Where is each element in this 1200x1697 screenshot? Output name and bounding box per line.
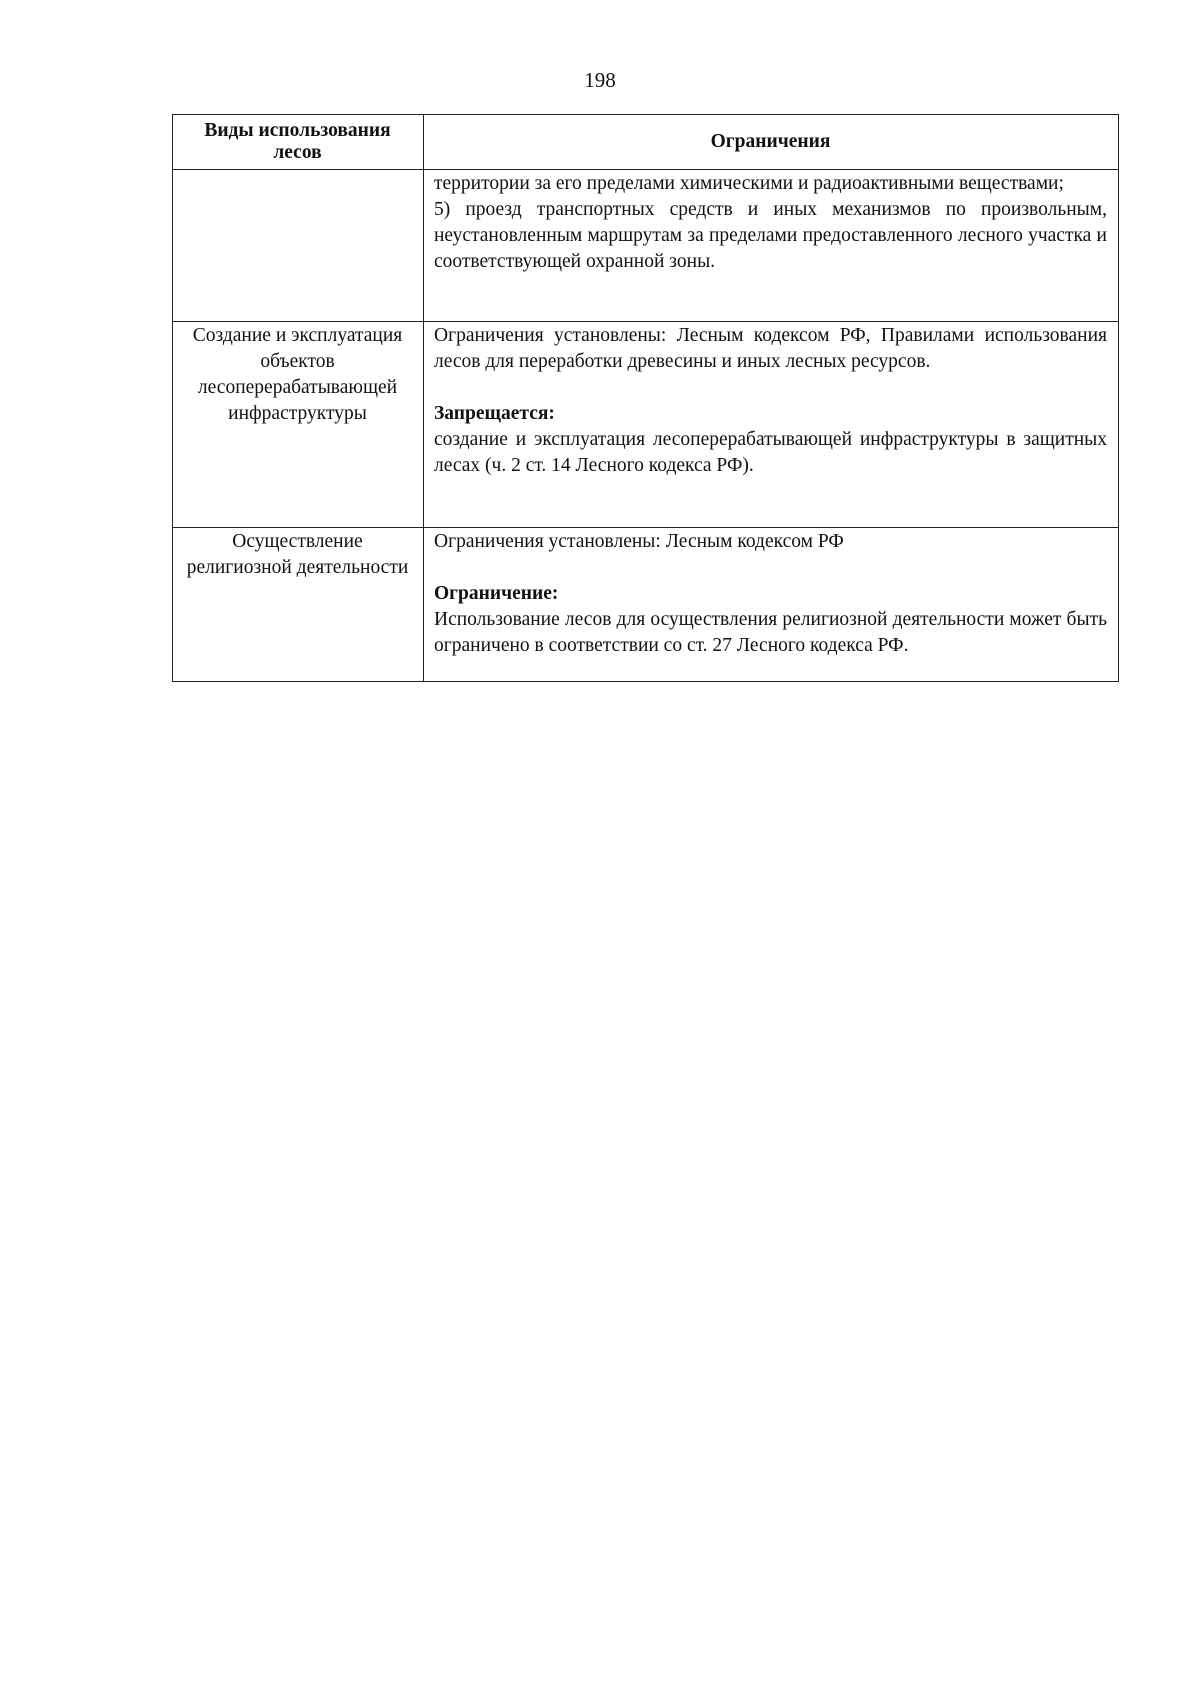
- table-row: [173, 170, 1119, 322]
- forest-use-type-cell: Создание и эксплуатация объектов лесоперерабатывающей инфраструктуры: [173, 322, 424, 528]
- restriction-label: Запрещается:: [434, 403, 555, 424]
- table-row: [173, 528, 1119, 682]
- restriction-paragraph: территории за его пределами химическими и радиоактивными веществами;: [434, 173, 1064, 194]
- restriction-label: Ограничение:: [434, 583, 559, 604]
- page-number: 198: [584, 68, 616, 92]
- restriction-intro: Ограничения установлены: Лесным кодексом РФ: [434, 531, 844, 552]
- table-row: [173, 322, 1119, 528]
- restriction-text: Использование лесов для осуществления религиозной деятельности может быть ограничено в соответствии со ст. 27 Лесного кодекса РФ.: [434, 609, 1107, 656]
- forest-use-restrictions-table: [172, 114, 1119, 682]
- header-restrictions: Ограничения: [424, 115, 1119, 170]
- forest-use-type-cell: [173, 170, 424, 322]
- restrictions-cell: [424, 170, 1119, 322]
- table-header-row: [173, 115, 1119, 170]
- forest-use-type-cell: Осуществление религиозной деятельности: [173, 528, 424, 682]
- header-forest-use-types: Виды использования лесов: [173, 115, 424, 170]
- restriction-paragraph: 5) проезд транспортных средств и иных механизмов по произвольным, неустановленным маршрутам за пределами предоставленного лесного участка и соответствующей охранной зоны.: [434, 199, 1107, 272]
- restrictions-cell: [424, 322, 1119, 528]
- restriction-intro: Ограничения установлены: Лесным кодексом РФ, Правилами использования лесов для переработки древесины и иных лесных ресурсов.: [434, 325, 1107, 372]
- restrictions-cell: [424, 528, 1119, 682]
- restriction-text: создание и эксплуатация лесоперерабатывающей инфраструктуры в защитных лесах (ч. 2 ст. 14 Лесного кодекса РФ).: [434, 429, 1107, 476]
